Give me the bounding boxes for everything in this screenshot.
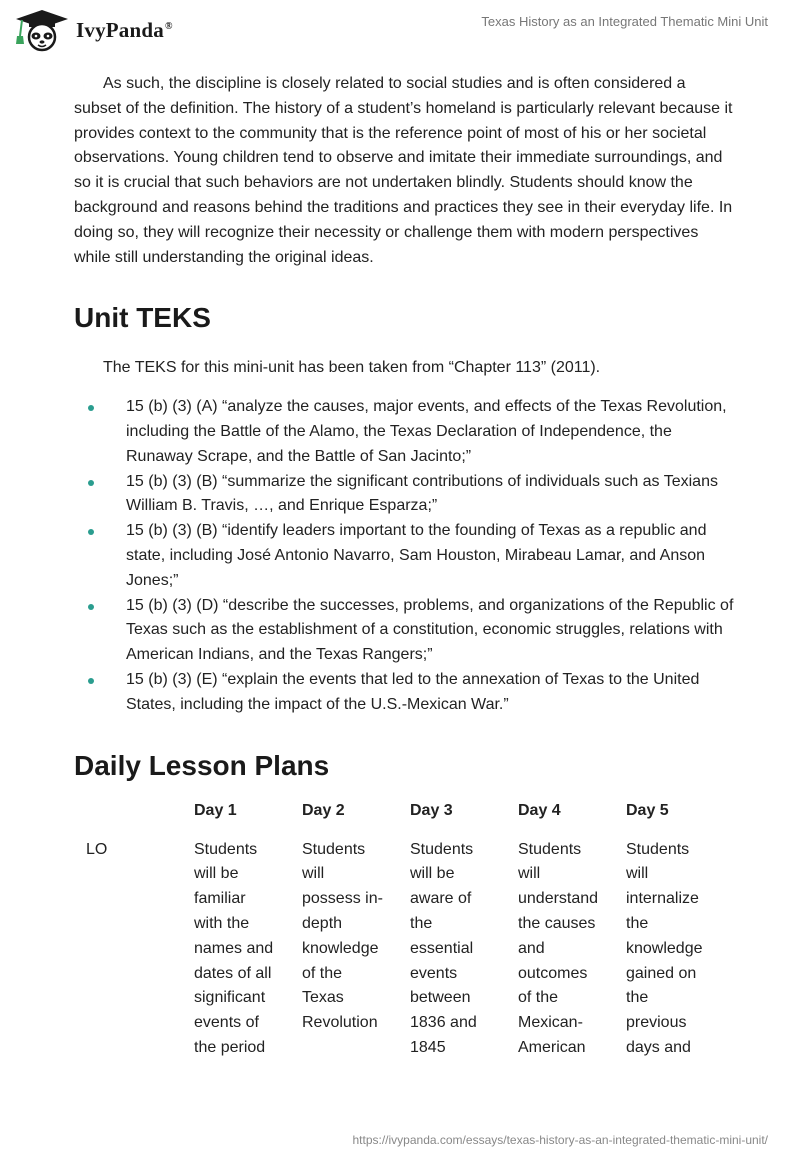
source-url-link[interactable]: https://ivypanda.com/essays/texas-history-as-an-integrated-thematic-mini-unit/ [352, 1133, 768, 1147]
daily-lesson-plans-heading: Daily Lesson Plans [74, 749, 330, 781]
list-item [74, 668, 734, 718]
bullet-icon [88, 405, 94, 411]
bullet-icon [88, 480, 94, 486]
brand-name: IvyPanda® [76, 17, 173, 42]
row-label: LO [86, 840, 108, 858]
table-header-cell: Day 2 [302, 801, 345, 819]
document-title: Texas History as an Integrated Thematic Mini Unit [481, 14, 768, 29]
teks-list [74, 395, 734, 717]
panda-logo-icon [14, 8, 70, 52]
table-header-cell [74, 796, 182, 838]
table-row [74, 838, 722, 1061]
table-cell: Students will be familiar with the names and dates of all significant events of the period [194, 840, 274, 1056]
table-header-cell: Day 4 [518, 801, 561, 819]
article-content [74, 72, 734, 1061]
table-cell: Students will internalize the knowledge gained on the previous days and [626, 840, 703, 1056]
lesson-plans-table [74, 796, 722, 1061]
table-cell: Students will be aware of the essential events between 1836 and 1845 [410, 840, 477, 1056]
teks-item-text: 15 (b) (3) (E) “explain the events that led to the annexation of Texas to the United States, including the impact of the U.S.-Mexican War.” [126, 670, 700, 713]
teks-item-text: 15 (b) (3) (A) “analyze the causes, major events, and effects of the Texas Revolution, including the Battle of the Alamo, the Texas Declaration of Independence, the Runaway Scrape, and the Battle of San Jacinto;” [126, 398, 727, 465]
bullet-icon [88, 529, 94, 535]
ivypanda-logo[interactable] [14, 8, 173, 52]
teks-item-text: 15 (b) (3) (B) “summarize the significant contributions of individuals such as Texians William B. Travis, …, and Enrique Esparza;” [126, 472, 718, 515]
list-item [74, 470, 734, 520]
table-cell: Students will understand the causes and outcomes of the Mexican-American [518, 840, 599, 1056]
bullet-icon [88, 604, 94, 610]
unit-teks-heading: Unit TEKS [74, 302, 211, 334]
table-header-row [74, 796, 722, 838]
page-header [0, 0, 800, 60]
table-cell: Students will possess in-depth knowledge of the Texas Revolution [302, 840, 383, 1032]
bullet-icon [88, 678, 94, 684]
teks-intro: The TEKS for this mini-unit has been taken from “Chapter 113” (2011). [103, 359, 601, 377]
table-header-cell: Day 5 [626, 801, 669, 819]
teks-item-text: 15 (b) (3) (D) “describe the successes, problems, and organizations of the Republic of Texas such as the establishment of a constitution, economic struggles, relations with American Indians, and the Texas Rangers;” [126, 596, 734, 664]
list-item [74, 519, 734, 593]
list-item [74, 395, 734, 469]
list-item [74, 594, 734, 668]
teks-item-text: 15 (b) (3) (B) “identify leaders important to the founding of Texas as a republic and state, including José Antonio Navarro, Sam Houston, Mirabeau Lamar, and Anson Jones;” [126, 522, 707, 589]
table-header-cell: Day 1 [194, 801, 237, 819]
intro-paragraph: As such, the discipline is closely related to social studies and is often considered a subset of the definition. The history of a student’s homeland is particularly relevant because it provides context to the community that is the reference point of most of his or her societal observations. Young children tend to observe and imitate their immediate surroundings, and so it is crucial that such behaviors are not undertaken blindly. Students should know the background and reasons behind the traditions and practices they see in their everyday life. In doing so, they will recognize their necessity or challenge them with modern perspectives while still understanding the original ideas. [74, 75, 733, 266]
table-header-cell: Day 3 [410, 801, 453, 819]
